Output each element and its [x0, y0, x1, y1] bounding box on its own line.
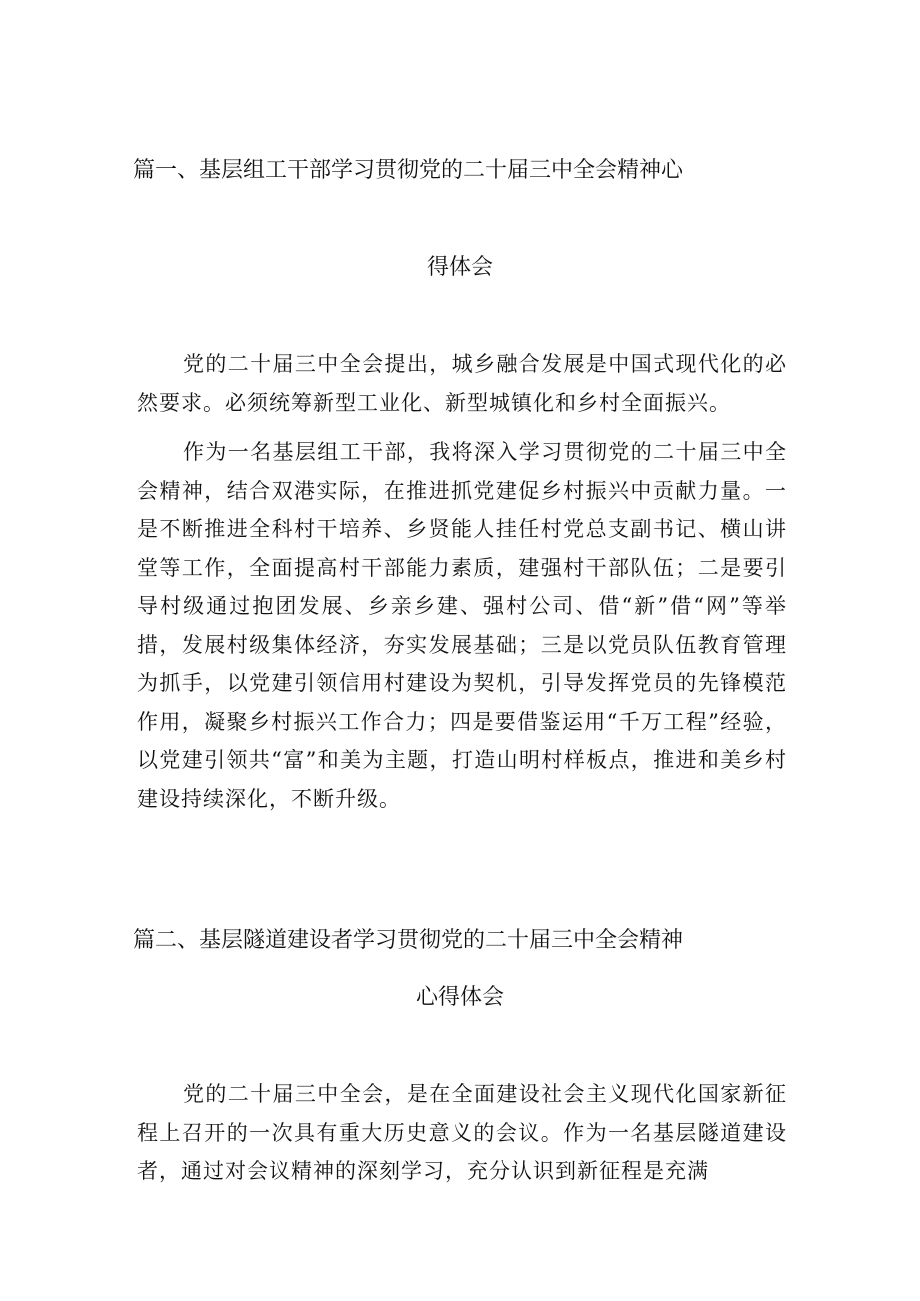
- section-1-title-line-2: 得体会: [426, 255, 493, 280]
- section-1-paragraph-1: 党的二十届三中全会提出，城乡融合发展是中国式现代化的必然要求。必须统筹新型工业化、新型城镇化和乡村全面振兴。: [137, 352, 787, 415]
- section-2-paragraph-1: 党的二十届三中全会，是在全面建设社会主义现代化国家新征程上召开的一次具有重大历史意义的会议。作为一名基层隧道建设者，通过对会议精神的深刻学习，充分认识到新征程是充满: [137, 1082, 787, 1183]
- section-1-paragraph-2: 作为一名基层组工干部，我将深入学习贯彻党的二十届三中全会精神，结合双港实际，在推进抓党建促乡村振兴中贡献力量。一是不断推进全科村干培养、乡贤能人挂任村党总支副书记、横山讲堂等工作，全面提高村干部能力素质，建强村干部队伍；二是要引导村级通过抱团发展、乡亲乡建、强村公司、借“新”借“网”等举措，发展村级集体经济，夯实发展基础；三是以党员队伍教育管理为抓手，以党建引领信用村建设为契机，引导发挥党员的先锋模范作用，凝聚乡村振兴工作合力；四是要借鉴运用“千万工程”经验，以党建引领共“富”和美为主题，打造山明村样板点，推进和美乡村建设持续深化，不断升级。: [137, 440, 787, 811]
- section-2-title-line-2: 心得体会: [415, 985, 504, 1010]
- section-2-title-line-1: 篇二、基层隧道建设者学习贯彻党的二十届三中全会精神: [133, 928, 684, 953]
- section-1-title-line-1: 篇一、基层组工干部学习贯彻党的二十届三中全会精神心: [133, 158, 684, 183]
